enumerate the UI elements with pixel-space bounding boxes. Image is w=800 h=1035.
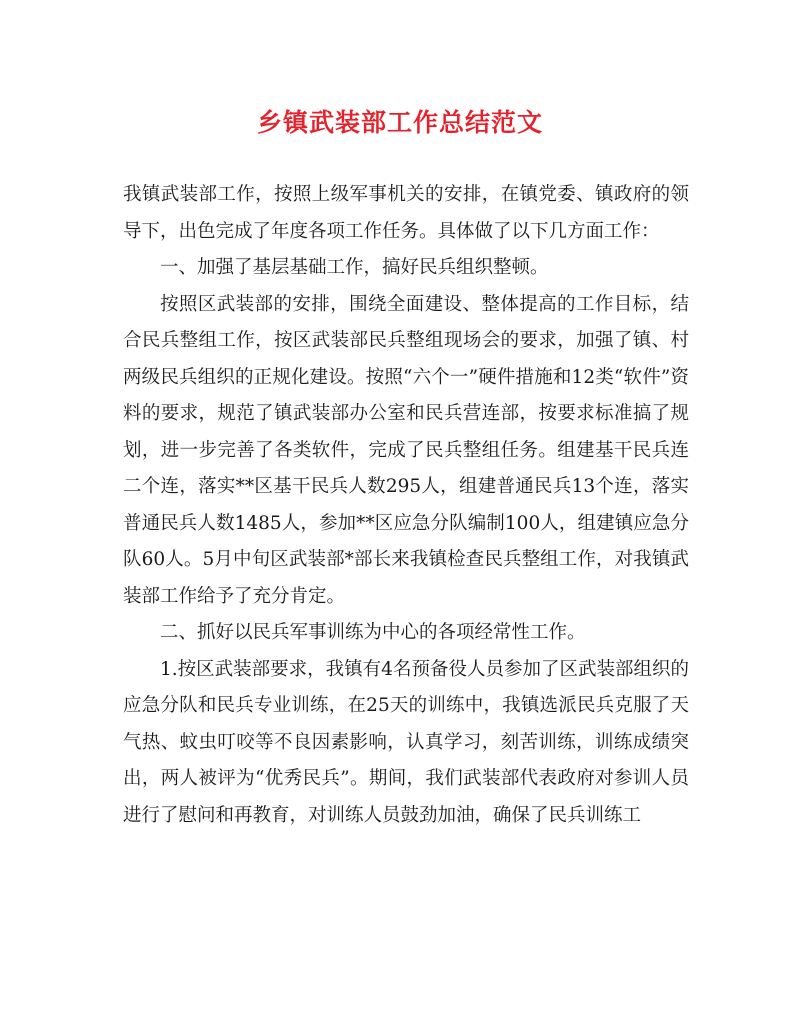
paragraph-training: 1.按区武装部要求，我镇有4名预备役人员参加了区武装部组织的应急分队和民兵专业训练，在25天的训练中，我镇选派民兵克服了天气热、蚊虫叮咬等不良因素影响，认真学习，刻苦训练，训练成绩突出，两人被评为“优秀民兵”。期间，我们武装部代表政府对参训人员进行了慰问和再教育，对训练人员鼓劲加油，确保了民兵训练工 [123, 658, 689, 826]
paragraph-heading-2: 二、抓好以民兵军事训练为中心的各项经常性工作。 [160, 622, 586, 643]
document-title: 乡镇武装部工作总结范文 [256, 108, 543, 137]
paragraph-heading-1: 一、加强了基层基础工作，搞好民兵组织整顿。 [160, 257, 549, 278]
paragraph-militia-reorganization: 按照区武装部的安排，围绕全面建设、整体提高的工作目标，结合民兵整组工作，按区武装部民兵整组现场会的要求，加强了镇、村两级民兵组织的正规化建设。按照“六个一”硬件措施和12类“软件”资料的要求，规范了镇武装部办公室和民兵营连部，按要求标准搞了规划，进一步完善了各类软件，完成了民兵整组任务。组建基干民兵连二个连，落实**区基干民兵人数295人，组建普通民兵13个连，落实普通民兵人数1485人，参加**区应急分队编制100人，组建镇应急分队60人。5月中旬区武装部*部长来我镇检查民兵整组工作，对我镇武装部工作给予了充分肯定。 [123, 293, 689, 607]
document-body [123, 177, 689, 834]
paragraph-intro: 我镇武装部工作，按照上级军事机关的安排，在镇党委、镇政府的领导下，出色完成了年度各项工作任务。具体做了以下几方面工作： [123, 184, 689, 242]
